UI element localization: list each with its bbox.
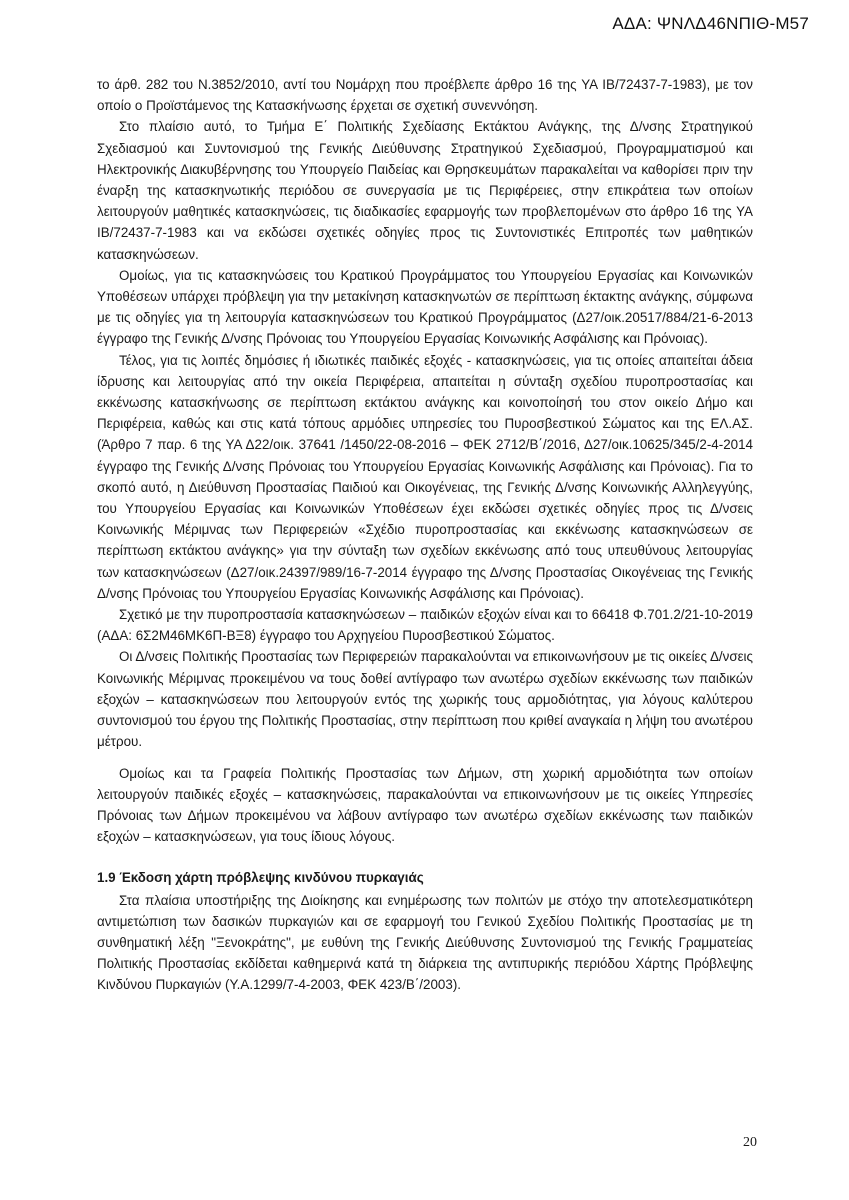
page-number: 20 bbox=[743, 1135, 757, 1150]
section-heading: 1.9 Έκδοση χάρτη πρόβλεψης κινδύνου πυρκαγιάς bbox=[97, 870, 424, 886]
paragraph-3: Ομοίως, για τις κατασκηνώσεις του Κρατικού Προγράμματος του Υπουργείου Εργασίας και Κοινωνικών Υποθέσεων υπάρχει πρόβλεψη για την μετακίνηση κατασκηνωτών σε περίπτωση έκτακτης ανάγκης, σύμφωνα με τις οδηγίες για τη λειτουργία κατασκηνώσεων του Κρατικού Προγράμματος (Δ27/οικ.20517/884/21-6-2013 έγγραφο της Γενικής Δ/νσης Πρόνοιας του Υπουργείου Εργασίας Κοινωνικής Ασφάλισης και Πρόνοιας). bbox=[97, 267, 753, 347]
ada-code: ΑΔΑ: ΨΝΛΔ46ΝΠΙΘ-Μ57 bbox=[612, 14, 809, 33]
paragraph-2: Στο πλαίσιο αυτό, το Τμήμα Ε΄ Πολιτικής Σχεδίασης Εκτάκτου Ανάγκης, της Δ/νσης Στρατηγικού Σχεδιασμού και Συντονισμού της Γενικής Διεύθυνσης Στρατηγικού Σχεδιασμού, Προγραμματισμού και Ηλεκτρονικής Διακυβέρνησης του Υπουργείο Παιδείας και Θρησκευμάτων παρακαλείται να καθορίσει πριν την έναρξη της κατασκηνωτικής περιόδου σε συνεργασία με τις Περιφέρειες, στην επικράτεια των οποίων λειτουργούν μαθητικές κατασκηνώσεις, τις διαδικασίες εφαρμογής των προβλεπομένων στο άρθρο 16 της ΥΑ ΙΒ/72437-7-1983 και να εκδώσει σχετικές οδηγίες προς τις Συντονιστικές Επιτροπές των μαθητικών κατασκηνώσεων. bbox=[97, 119, 753, 262]
paragraph-5: Σχετικό με την πυροπροστασία κατασκηνώσεων – παιδικών εξοχών είναι και το 66418 Φ.701.2/21-10-2019 (ΑΔΑ: 6Σ2Μ46ΜΚ6Π-ΒΞ8) έγγραφο του Αρχηγείου Πυροσβεστικού Σώματος. bbox=[97, 607, 753, 644]
paragraph-1: το άρθ. 282 του Ν.3852/2010, αντί του Νομάρχη που προέβλεπε άρθρο 16 της ΥΑ ΙΒ/72437-7-1983), με τον οποίο ο Προϊστάμενος της Κατασκήνωσης έρχεται σε σχετική συνεννόηση. bbox=[97, 77, 753, 114]
paragraph-8: Στα πλαίσια υποστήριξης της Διοίκησης και ενημέρωσης των πολιτών με στόχο την αποτελεσματικότερη αντιμετώπιση των δασικών πυρκαγιών και σε εφαρμογή του Γενικού Σχεδίου Πολιτικής Προστασίας με τη συνθηματική λέξη "Ξενοκράτης", με ευθύνη της Γενικής Διεύθυνσης Συντονισμού της Γενικής Γραμματείας Πολιτικής Προστασίας εκδίδεται καθημερινά κατά τη διάρκεια της αντιπυρικής περιόδου Χάρτης Πρόβλεψης Κινδύνου Πυρκαγιών (Υ.Α.1299/7-4-2003, ΦΕΚ 423/Β΄/2003). bbox=[97, 892, 753, 993]
document-body bbox=[97, 74, 753, 996]
paragraph-4: Τέλος, για τις λοιπές δημόσιες ή ιδιωτικές παιδικές εξοχές - κατασκηνώσεις, για τις οποίες απαιτείται άδεια ίδρυσης και λειτουργίας από την οικεία Περιφέρεια, απαιτείται η σύνταξη σχεδίου πυροπροστασίας και εκκένωσης κατασκήνωσης σε περίπτωση εκτάκτου ανάγκης και κοινοποίησή του στον οικείο Δήμο και Περιφέρεια, καθώς και στις κατά τόπους αρμόδιες υπηρεσίες του Πυροσβεστικού Σώματος και της ΕΛ.ΑΣ. (Άρθρο 7 παρ. 6 της ΥΑ Δ22/οικ. 37641 /1450/22-08-2016 – ΦΕΚ 2712/Β΄/2016, Δ27/οικ.10625/345/2-4-2014 έγγραφο της Γενικής Δ/νσης Πρόνοιας του Υπουργείου Εργασίας Κοινωνικής Ασφάλισης και Πρόνοιας). Για το σκοπό αυτό, η Διεύθυνση Προστασίας Παιδιού και Οικογένειας, της Γενικής Δ/νσης Κοινωνικής Αλληλεγγύης, του Υπουργείου Εργασίας και Κοινωνικών Υποθέσεων έχει εκδώσει σχετικές οδηγίες προς τις Δ/νσεις Κοινωνικής Μέριμνας των Περιφερειών «Σχέδιο πυροπροστασίας και εκκένωσης κατασκηνώσεων σε περίπτωση εκτάκτου ανάγκης» για την σύνταξη των σχεδίων εκκένωσης από τους υπευθύνους λειτουργίας των κατασκηνώσεων (Δ27/οικ.24397/989/16-7-2014 έγγραφο της Δ/νσης Προστασίας Οικογένειας της Γενικής Δ/νσης Πρόνοιας του Υπουργείου Εργασίας Κοινωνικής Ασφάλισης και Πρόνοιας). bbox=[97, 352, 753, 601]
paragraph-6: Οι Δ/νσεις Πολιτικής Προστασίας των Περιφερειών παρακαλούνται να επικοινωνήσουν με τις οικείες Δ/νσεις Κοινωνικής Μέριμνας προκειμένου να τους δοθεί αντίγραφο των ανωτέρω σχεδίων εκκένωσης των παιδικών εξοχών – κατασκηνώσεων που λειτουργούν εντός της χωρικής τους αρμοδιότητας, για λόγους καλύτερου συντονισμού του έργου της Πολιτικής Προστασίας, στην περίπτωση που κριθεί αναγκαία η λήψη του ανωτέρου μέτρου. bbox=[97, 649, 753, 750]
paragraph-7: Ομοίως και τα Γραφεία Πολιτικής Προστασίας των Δήμων, στη χωρική αρμοδιότητα των οποίων λειτουργούν παιδικές εξοχές – κατασκηνώσεις, παρακαλούνται να επικοινωνήσουν με τις οικείες Υπηρεσίες Πρόνοιας των Δήμων προκειμένου να λάβουν αντίγραφο των ανωτέρω σχεδίων εκκένωσης των παιδικών εξοχών – κατασκηνώσεων, για τους ίδιους λόγους. bbox=[97, 765, 753, 845]
